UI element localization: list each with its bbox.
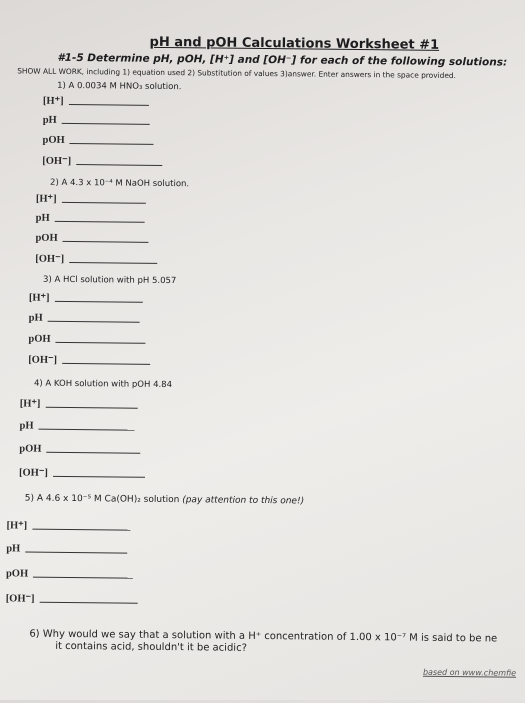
poh-label: pOH	[28, 333, 51, 345]
q4-poh-row	[19, 443, 140, 455]
ph-label: pH	[19, 420, 34, 432]
page-title: pH and pOH Calculations Worksheet #1	[149, 34, 440, 53]
question-text: A KOH solution with pOH 4.84	[45, 378, 173, 391]
q2-poh-answer-blank[interactable]	[63, 240, 149, 243]
q4-poh-answer-blank[interactable]	[46, 451, 140, 454]
poh-label: pOH	[42, 134, 65, 146]
question-6	[29, 629, 497, 658]
poh-label: pOH	[19, 443, 42, 455]
question-number: 3)	[43, 274, 52, 285]
question-6-line-1: 6) Why would we say that a solution with a H⁺ concentration of 1.00 x 10⁻⁷ M is said to be ne	[29, 628, 498, 645]
oh-label: [OH⁻]	[5, 593, 35, 605]
h-label: [H⁺]	[42, 95, 64, 107]
question-text: A 4.6 x 10⁻⁵ M Ca(OH)₂ solution	[36, 493, 180, 506]
q3-oh-answer-blank[interactable]	[62, 362, 150, 365]
question-5-title	[25, 494, 304, 507]
question-number: 2)	[50, 177, 59, 188]
q3-h-row	[29, 292, 143, 305]
q4-h-answer-blank[interactable]	[45, 406, 137, 409]
question-text: A 4.3 x 10⁻⁴ M NaOH solution.	[61, 177, 190, 190]
q3-oh-row	[28, 354, 150, 367]
q1-poh-row	[42, 135, 153, 147]
q1-h-answer-blank[interactable]	[69, 103, 149, 106]
q4-h-row	[20, 397, 138, 410]
question-2-title	[50, 178, 189, 189]
q2-ph-row	[36, 213, 145, 225]
h-label: [H⁺]	[6, 520, 28, 532]
question-number: 1)	[57, 80, 66, 91]
poh-label: pOH	[35, 232, 58, 244]
question-1-title	[57, 81, 181, 92]
q1-oh-answer-blank[interactable]	[76, 163, 162, 166]
h-label: [H⁺]	[28, 292, 50, 304]
show-work-instructions: SHOW ALL WORK, including 1) equation used 2) Substitution of values 3)answer. Enter answers in the space provided.	[17, 66, 456, 81]
q2-oh-row	[35, 253, 157, 266]
h-label: [H⁺]	[35, 193, 57, 205]
q3-h-answer-blank[interactable]	[55, 300, 143, 303]
q5-poh-answer-blank[interactable]	[33, 576, 133, 579]
question-text: A HCl solution with pH 5.057	[54, 274, 177, 287]
ph-label: pH	[35, 212, 50, 224]
oh-label: [OH⁻]	[18, 467, 48, 479]
q2-oh-answer-blank[interactable]	[69, 261, 157, 264]
q4-oh-row	[19, 466, 145, 479]
q5-poh-row	[6, 568, 133, 580]
oh-label: [OH⁻]	[35, 253, 65, 265]
q5-h-answer-blank[interactable]	[32, 528, 130, 531]
question-4-title	[34, 379, 172, 390]
question-6-line-2: it contains acid, shouldn't it be acidic?	[55, 640, 247, 654]
q2-ph-answer-blank[interactable]	[55, 220, 145, 223]
question-number: 5)	[24, 493, 35, 504]
ph-label: pH	[6, 543, 21, 555]
q5-ph-answer-blank[interactable]	[25, 551, 127, 554]
question-3-title	[43, 275, 176, 286]
q2-poh-row	[35, 233, 148, 245]
q2-h-row	[36, 193, 146, 206]
q1-poh-answer-blank[interactable]	[70, 142, 154, 145]
question-note: (pay attention to this one!)	[182, 495, 305, 507]
poh-label: pOH	[5, 568, 29, 580]
question-text: A 0.0034 M HNO₃ solution.	[68, 80, 182, 93]
q1-ph-row	[43, 115, 150, 127]
q4-oh-answer-blank[interactable]	[53, 475, 145, 478]
oh-label: [OH⁻]	[28, 354, 58, 366]
q3-ph-row	[29, 313, 140, 325]
q1-h-row	[43, 95, 149, 108]
ph-label: pH	[42, 114, 57, 126]
q3-ph-answer-blank[interactable]	[48, 320, 140, 323]
q5-oh-row	[6, 592, 138, 605]
ph-label: pH	[28, 312, 43, 324]
oh-label: [OH⁻]	[42, 155, 72, 168]
q3-poh-answer-blank[interactable]	[56, 341, 146, 344]
question-number: 4)	[33, 378, 43, 389]
q4-ph-answer-blank[interactable]	[39, 428, 135, 431]
q1-ph-answer-blank[interactable]	[62, 122, 150, 125]
q3-poh-row	[28, 334, 145, 346]
source-credit-link[interactable]: based on www.chemfie	[422, 667, 517, 678]
q4-ph-row	[19, 420, 134, 432]
h-label: [H⁺]	[19, 398, 41, 410]
q1-oh-row	[42, 155, 162, 168]
q5-ph-row	[6, 543, 127, 555]
q2-h-answer-blank[interactable]	[62, 201, 146, 204]
instructions-heading: #1-5 Determine pH, pOH, [H⁺] and [OH⁻] for each of the following solutions:	[57, 51, 508, 69]
q5-oh-answer-blank[interactable]	[40, 601, 138, 604]
q5-h-row	[6, 519, 130, 532]
